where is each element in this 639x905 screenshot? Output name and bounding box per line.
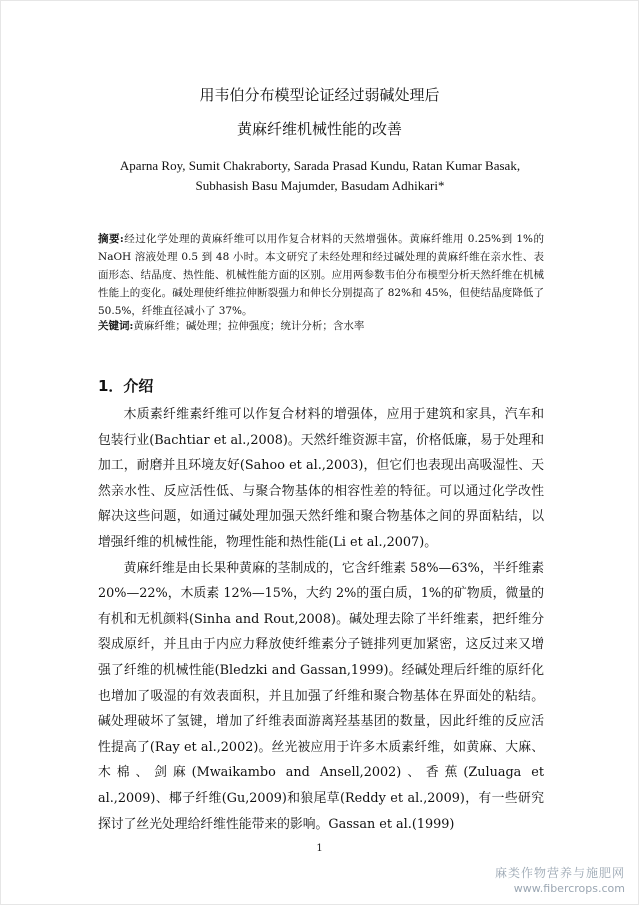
keywords xyxy=(98,317,544,335)
watermark-url: www.fibercrops.com xyxy=(513,882,625,895)
abstract-label: 摘要: xyxy=(98,233,124,245)
paragraph: 黄麻纤维是由长果种黄麻的茎制成的，它含纤维素 58%—63%，半纤维素 20%—22%，木质素 12%—15%，大约 2%的蛋白质，1%的矿物质，微量的有机和无机颜料(Sinha and Rout,2008)。碱处理去除了半纤维素，把纤维分裂成原纤，并且由于内应力释放使纤维素分子链排列更加紧密，这反过来又增强了纤维的机械性能(Bledzki and Gassan,1999)。经碱处理后纤维的原纤化也增加了吸湿的有效表面积，并且加强了纤维和聚合物基体在界面处的粘结。碱处理破坏了氢键，增加了纤维表面游离羟基基团的数量，因此纤维的反应活性提高了(Ray et al.,2002)。丝光被应用于许多木质素纤维，如黄麻、大麻、木棉、剑麻(Mwaikambo and Ansell,2002)、香蕉(Zuluaga et al.,2009)、椰子纤维(Gu,2009)和狼尾草(Reddy et al.,2009)，有一些研究探讨了丝光处理给纤维性能带来的影响。Gassan et al.(1999) xyxy=(98,560,544,832)
body-text xyxy=(98,402,544,837)
paper-title-line-2: 黄麻纤维机械性能的改善 xyxy=(236,120,402,138)
paragraph: 木质素纤维素纤维可以作复合材料的增强体，应用于建筑和家具，汽车和包装行业(Bachtiar et al.,2008)。天然纤维资源丰富，价格低廉，易于处理和加工，耐磨并且环境友好(Sahoo et al.,2003)，但它们也表现出高吸湿性、天然亲水性、反应活性低、与聚合物基体的相容性差的特征。可以通过化学改性解决这些问题，如通过碱处理加强天然纤维和聚合物基体之间的界面粘结，以增强纤维的机械性能，物理性能和热性能(Li et al.,2007)。 xyxy=(98,407,544,550)
author-list xyxy=(60,156,580,196)
authors-line-2: Subhasish Basu Majumder, Basudam Adhikari* xyxy=(195,178,445,193)
abstract xyxy=(98,230,544,320)
watermark-text: 麻类作物营养与施肥网 xyxy=(494,866,625,880)
abstract-text: 经过化学处理的黄麻纤维可以用作复合材料的天然增强体。黄麻纤维用 0.25%到 1%的NaOH 溶液处理 0.5 到 48 小时。本文研究了未经处理和经过碱处理的黄麻纤维在亲水性、表面形态、结晶度、热性能、机械性能方面的区别。应用两参数韦伯分布模型分析天然纤维在机械性能上的变化。碱处理使纤维拉伸断裂强力和伸长分别提高了 82%和 45%，但使结晶度降低了 50.5%，纤维直径减小了 37%。 xyxy=(98,233,544,317)
paper-title-line-1: 用韦伯分布模型论证经过弱碱处理后 xyxy=(199,86,440,104)
site-watermark xyxy=(495,866,625,896)
authors-line-1: Aparna Roy, Sumit Chakraborty, Sarada Prasad Kundu, Ratan Kumar Basak, xyxy=(119,158,521,173)
page-number: 1 xyxy=(316,843,323,854)
keywords-label: 关键词: xyxy=(98,320,134,332)
keywords-text: 黄麻纤维；碱处理；拉伸强度；统计分析；含水率 xyxy=(133,320,365,332)
section-heading: 1．介绍 xyxy=(98,377,154,395)
